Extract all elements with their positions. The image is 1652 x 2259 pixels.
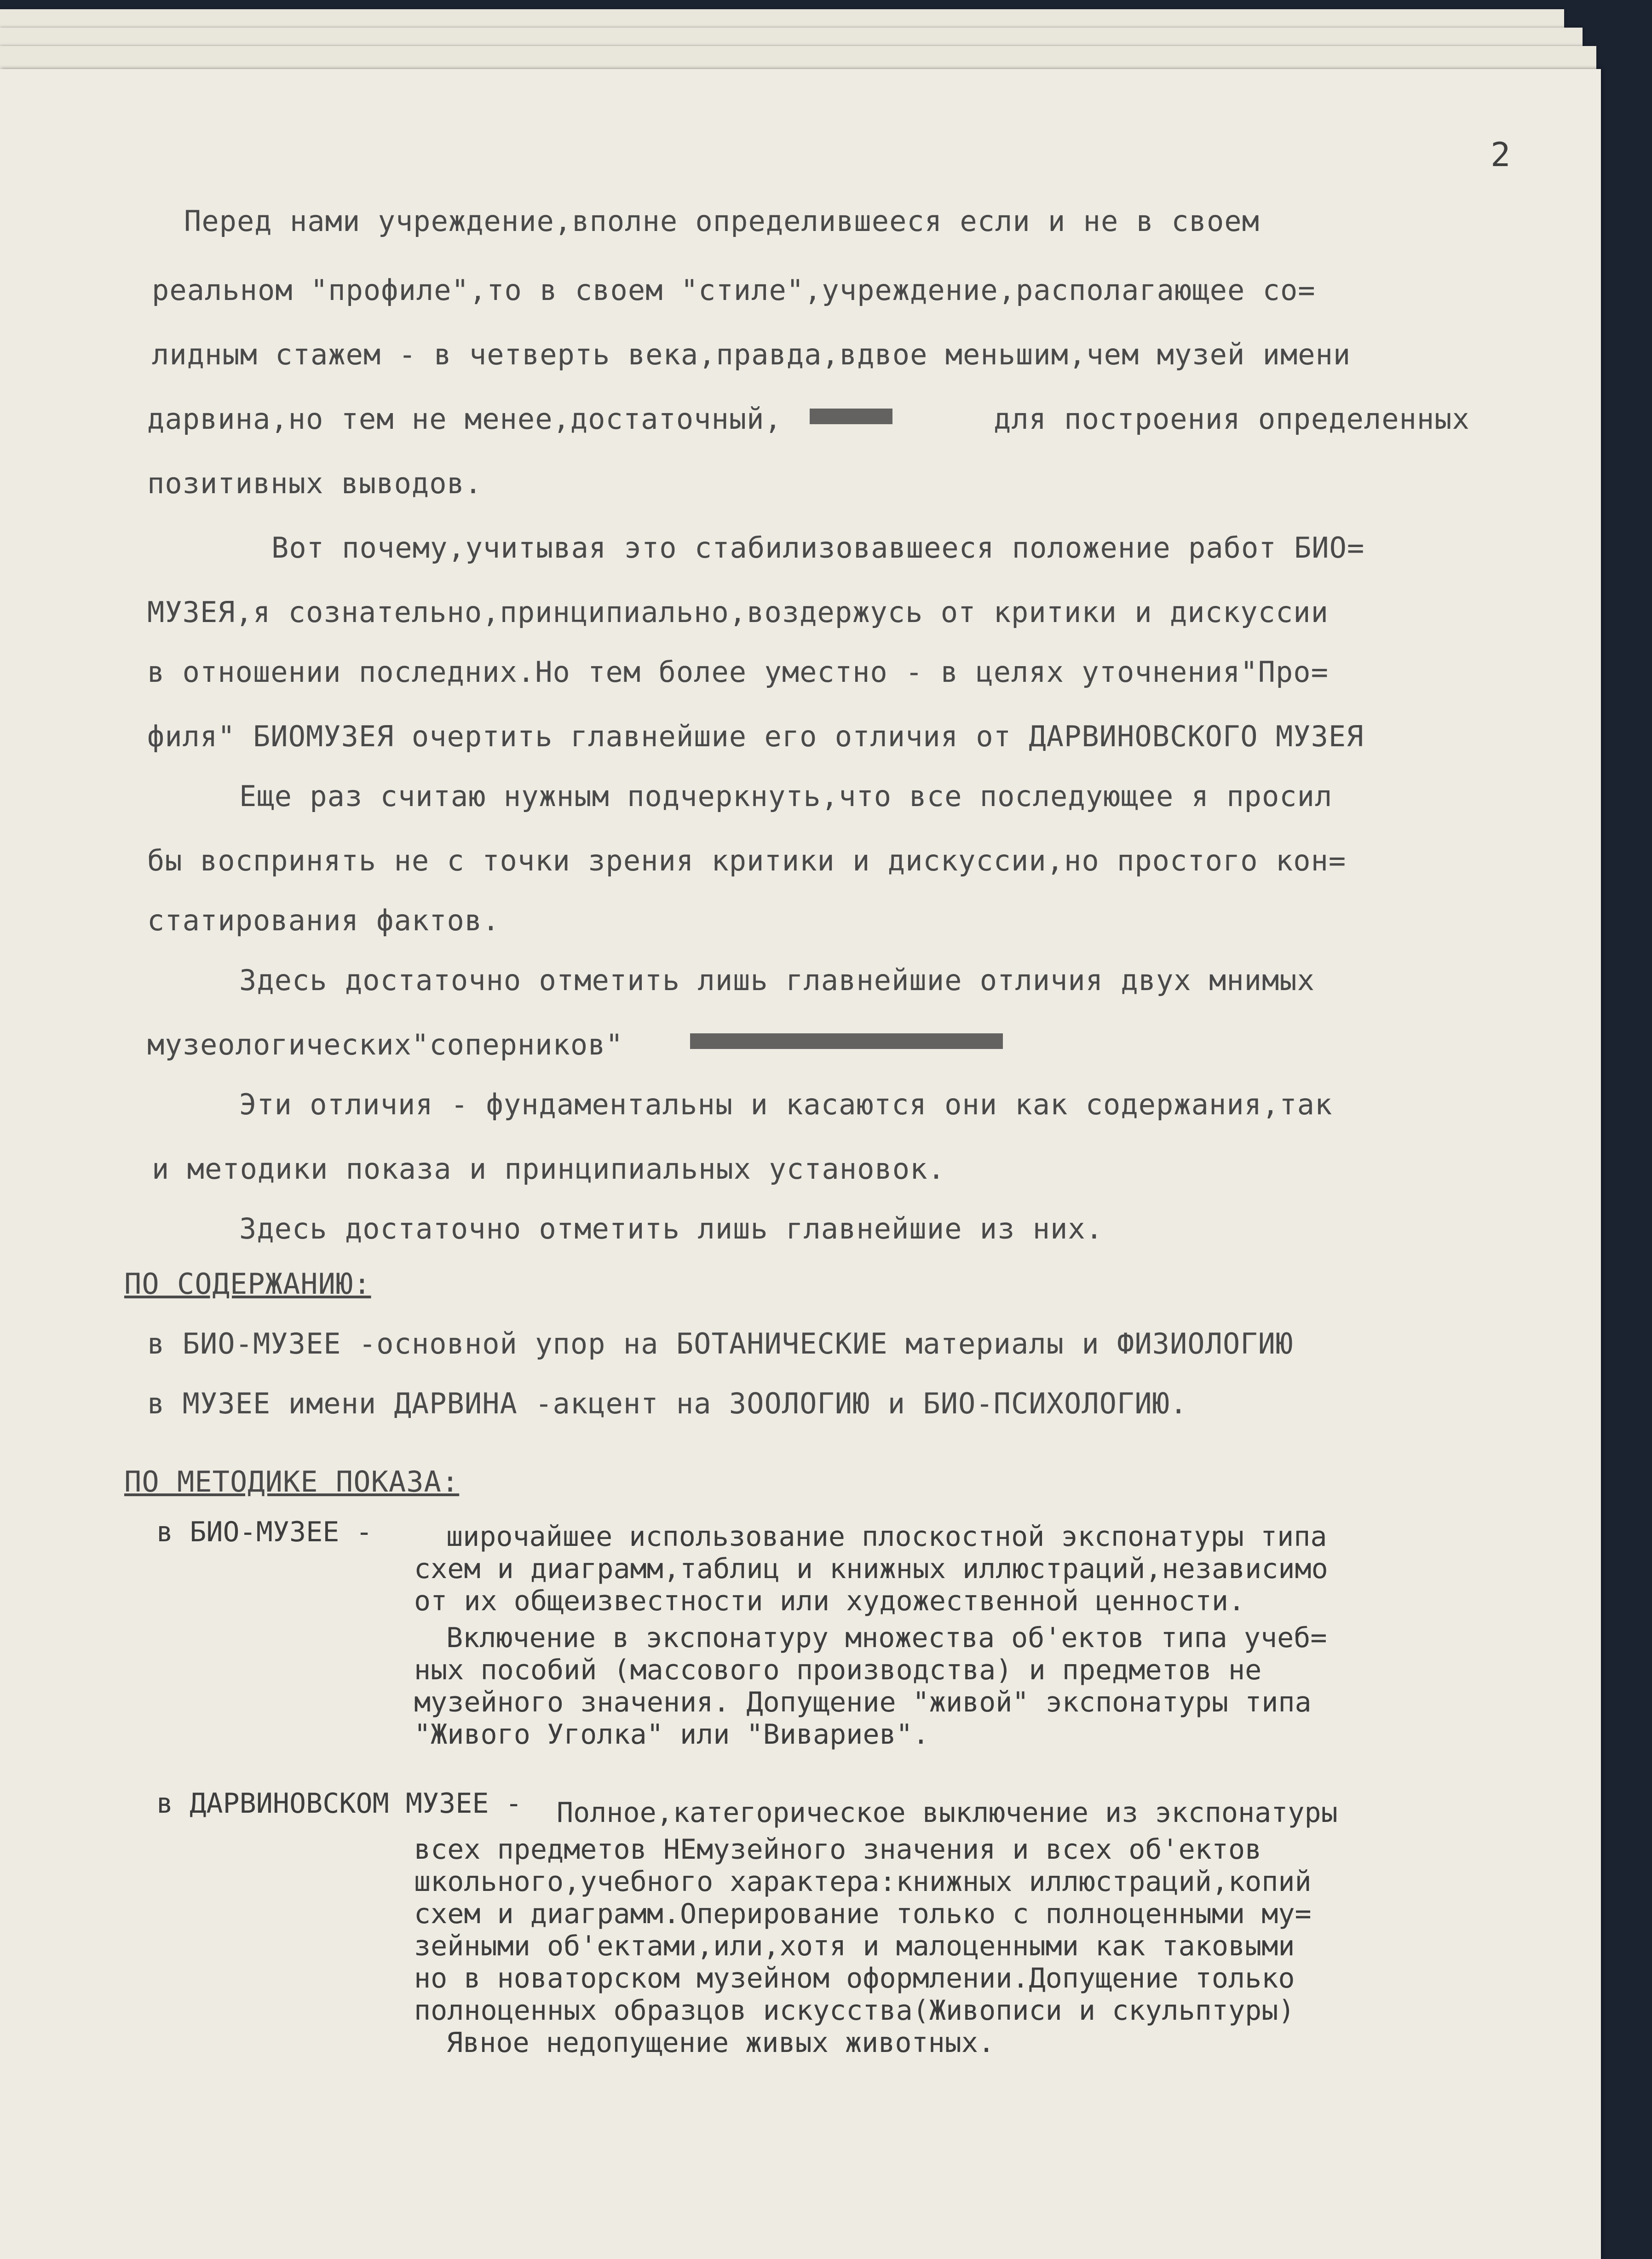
section-heading-content: ПО СОДЕРЖАНИЮ: [124,1267,371,1301]
strikethrough-mark [810,409,892,424]
text-line: бы воспринять не с точки зрения критики и дискуссии,но простого кон= [147,844,1347,877]
text-line: Перед нами учреждение,вполне определившееся если и не в своем [184,204,1260,238]
text-line: дарвина,но тем не менее,достаточный, [147,402,782,436]
text-line: Явное недопущение живых животных. [446,2027,995,2059]
text-line: Полное,категорическое выключение из экспонатуры [557,1797,1338,1829]
text-line: всех предметов НЕмузейного значения и всех об'ектов [414,1833,1262,1866]
text-line: реальном "профиле",то в своем "стиле",учреждение,располагающее со= [152,273,1316,307]
text-line: в БИО-МУЗЕЕ -основной упор на БОТАНИЧЕСКИЕ материалы и ФИЗИОЛОГИЮ [147,1327,1294,1360]
text-line: "Живого Уголка" или "Вивариев". [414,1718,929,1751]
text-line: но в новаторском музейном оформлении.Допущение только [414,1962,1295,1994]
text-line: Вот почему,учитывая это стабилизовавшееся положение работ БИО= [271,531,1365,565]
text-line: полноценных образцов искусства(Живописи и скульптуры) [414,1994,1295,2027]
text-line: музейного значения. Допущение "живой" экспонатуры типа [414,1686,1312,1718]
text-line: Эти отличия - фундаментальны и касаются они как содержания,так [239,1088,1333,1121]
text-line: в отношении последних.Но тем более уместно - в целях уточнения"Про= [147,655,1329,689]
text-line: для построения определенных [994,402,1470,436]
text-line: музеологических"соперников" [147,1028,623,1061]
strikethrough-mark [690,1033,1003,1049]
text-line: схем и диаграмм,таблиц и книжных иллюстраций,независимо [414,1553,1328,1585]
text-line: МУЗЕЯ,я сознательно,принципиально,воздержусь от критики и дискуссии [147,595,1329,629]
text-line: Включение в экспонатуру множества об'ектов типа учеб= [446,1622,1327,1654]
text-line: филя" БИОМУЗЕЯ очертить главнейшие его отличия от ДАРВИНОВСКОГО МУЗЕЯ [147,720,1364,753]
text-line: в МУЗЕЕ имени ДАРВИНА -акцент на ЗООЛОГИЮ и БИО-ПСИХОЛОГИЮ. [147,1387,1188,1420]
text-line: широчайшее использование плоскостной экспонатуры типа [446,1521,1327,1553]
bio-museum-label: в БИО-МУЗЕЕ - [156,1516,373,1548]
text-line: Еще раз считаю нужным подчеркнуть,что все последующее я просил [239,779,1333,813]
text-line: лидным стажем - в четверть века,правда,вдвое меньшим,чем музей имени [152,338,1351,371]
text-line: зейными об'ектами,или,хотя и малоценными как таковыми [414,1930,1295,1962]
text-line: схем и диаграмм.Оперирование только с полноценными му= [414,1898,1312,1930]
text-line: от их общеизвестности или художественной ценности. [414,1585,1245,1617]
section-heading-method: ПО МЕТОДИКЕ ПОКАЗА: [124,1465,460,1498]
typed-page [0,69,1601,2259]
text-line: статирования фактов. [147,904,500,937]
page-number: 2 [1491,135,1511,174]
text-line: ных пособий (массового производства) и предметов не [414,1654,1262,1686]
darwin-museum-label: в ДАРВИНОВСКОМ МУЗЕЕ - [156,1787,522,1820]
text-line: Здесь достаточно отметить лишь главнейшие отличия двух мнимых [239,963,1315,997]
text-line: школьного,учебного характера:книжных иллюстраций,копий [414,1866,1312,1898]
text-line: Здесь достаточно отметить лишь главнейшие из них. [239,1212,1104,1245]
text-line: позитивных выводов. [147,467,483,500]
text-line: и методики показа и принципиальных установок. [152,1152,945,1186]
